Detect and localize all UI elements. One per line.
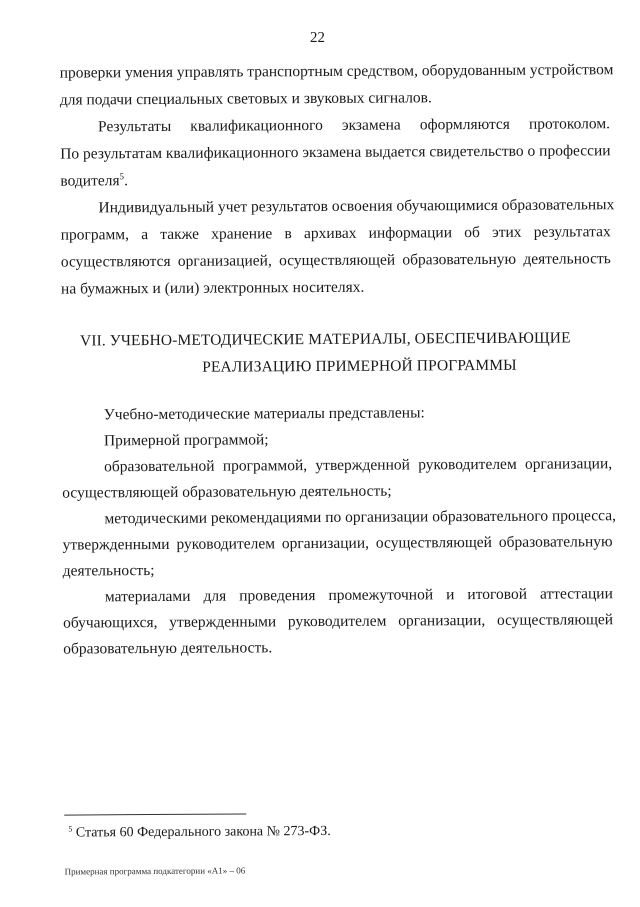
footnote-reference: 5 <box>119 171 125 182</box>
list-item: осуществляющей образовательную деятельность; <box>62 482 392 502</box>
section-heading: РЕАЛИЗАЦИЮ ПРИМЕРНОЙ ПРОГРАММЫ <box>202 356 517 376</box>
paragraph-line: программ, а также хранение в архивах информации об этих результатах <box>60 223 611 244</box>
list-intro: Учебно-методические материалы представлены: <box>103 404 425 424</box>
list-item: деятельность; <box>62 562 155 580</box>
list-item: Примерной программой; <box>103 431 269 450</box>
list-item: методическими рекомендациями по организации образовательного процесса, <box>104 507 617 528</box>
paragraph-line <box>60 168 610 191</box>
list-item: образовательной программой, утвержденной руководителем организации, <box>104 455 613 476</box>
page-footer: Примерная программа подкатегории «А1» – 06 <box>64 865 246 877</box>
page-number: 22 <box>309 29 326 47</box>
paragraph-line: Индивидуальный учет результатов освоения обучающимися образовательных <box>98 196 615 217</box>
list-item: материалами для проведения промежуточной и итоговой аттестации <box>104 585 613 606</box>
paragraph-text: водителя <box>60 172 120 190</box>
paragraph-line: проверки умения управлять транспортным средством, оборудованным устройством <box>59 61 614 82</box>
paragraph-line: По результатам квалификационного экзамена выдается свидетельство о профессии <box>60 142 611 163</box>
paragraph-text: . <box>124 172 128 190</box>
list-item: утвержденными руководителем организации, осуществляющей образовательную <box>62 533 613 554</box>
footnote-mark: 5 <box>68 824 73 834</box>
footnote-divider <box>64 813 246 815</box>
footnote-text: Статья 60 Федерального закона № 273-ФЗ. <box>72 823 331 841</box>
paragraph-line: на бумажных и (или) электронных носителях. <box>60 278 365 298</box>
paragraph-line: осуществляются организацией, осуществляющей образовательную деятельность <box>60 250 611 271</box>
footnote <box>68 824 330 842</box>
paragraph-line: для подачи специальных световых и звуковых сигналов. <box>59 89 432 109</box>
section-heading: VII. УЧЕБНО-МЕТОДИЧЕСКИЕ МАТЕРИАЛЫ, ОБЕСПЕЧИВАЮЩИЕ <box>79 329 571 350</box>
list-item: образовательную деятельность. <box>63 639 273 658</box>
paragraph-line: Результаты квалификационного экзамена оформляются протоколом. <box>97 115 611 136</box>
list-item: обучающихся, утвержденными руководителем организации, осуществляющей <box>63 611 614 632</box>
